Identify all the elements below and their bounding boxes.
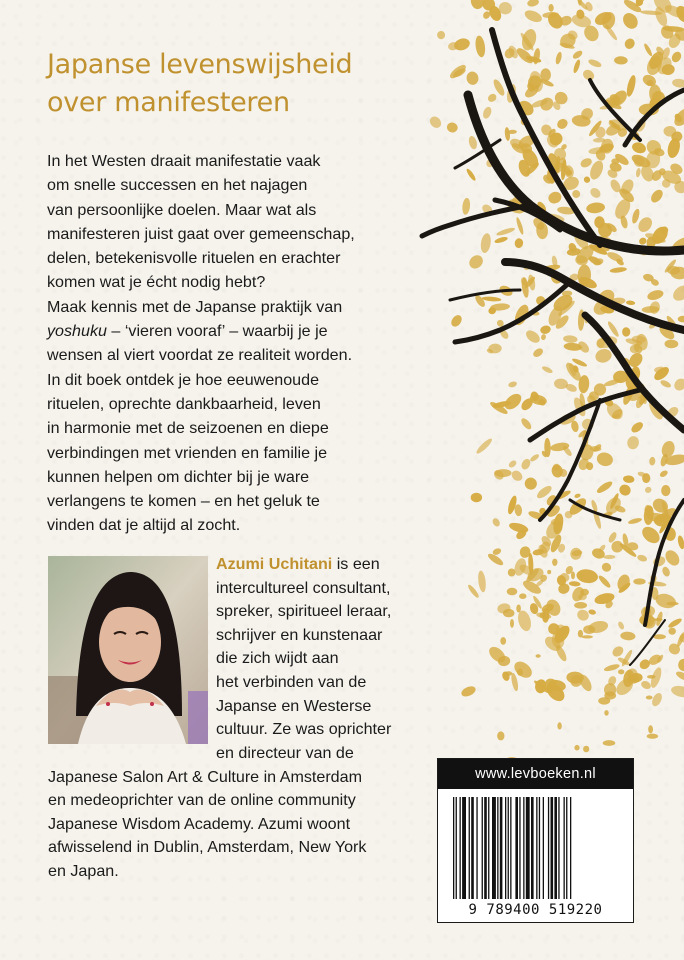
page-title [47,46,467,122]
blurb-line [47,319,427,343]
blurb-line: verlangens te komen – en het geluk te [47,492,320,511]
blurb-line: kunnen helpen om dichter bij je ware [47,467,310,486]
bio-line: cultuur. Ze was oprichter [216,720,392,739]
bio-line: schrijver en kunstenaar [216,625,383,644]
bio-line: het verbinden van de [216,672,367,691]
blurb-line: delen, betekenisvolle rituelen en erachter [47,249,341,268]
blurb-line: Maak kennis met de Japanse praktijk van [47,297,343,316]
blurb-line: wensen al viert voordat ze realiteit worden. [47,346,353,365]
author-bio [216,553,446,742]
isbn-number: 9 789400 519220 [468,902,603,918]
author-photo [48,556,208,744]
title-line-1: Japanse levenswijsheid [47,49,353,80]
barcode-bars [453,797,618,899]
yoshuku-term: yoshuku [47,322,107,341]
bio-line: spreker, spiritueel leraar, [216,602,392,621]
barcode-box [437,758,634,923]
bio-line: afwisselend in Dublin, Amsterdam, New York [48,838,367,857]
blurb-line: manifesteren juist gaat over gemeenschap, [47,224,355,243]
bio-line [216,553,446,577]
title-line-2: over manifesteren [47,87,290,118]
bio-line: Japanse en Westerse [216,696,372,715]
publisher-url: www.levboeken.nl [438,759,633,789]
bio-line: Japanese Wisdom Academy. Azumi woont [48,814,351,833]
blurb-line: In het Westen draait manifestatie vaak [47,152,321,170]
bio-line: die zich wijdt aan [216,649,339,668]
bio-line: intercultureel consultant, [216,578,391,597]
blurb-line: In dit boek ontdek je hoe eeuwenoude [47,370,320,389]
blurb-line: komen wat je écht nodig hebt? [47,273,266,292]
blurb-line: van persoonlijke doelen. Maar wat als [47,200,317,219]
blurb-line: rituelen, oprechte dankbaarheid, leven [47,394,321,413]
bio-line-rest: is een [332,555,380,573]
blurb-line: verbindingen met vrienden en familie je [47,443,328,462]
author-name: Azumi Uchitani [216,555,333,573]
blurb-line: om snelle successen en het najagen [47,176,308,195]
blurb-line-rest: – ‘vieren vooraf’ – waarbij je je [106,322,328,341]
bio-line: en directeur van de [216,744,354,762]
blurb-line: vinden dat je altijd al zocht. [47,516,241,535]
bio-line: en Japan. [48,861,119,880]
blurb-line: in harmonie met de seizoenen en diepe [47,419,329,438]
bio-line: Japanese Salon Art & Culture in Amsterdam [48,767,362,786]
author-bio-continued [48,742,428,884]
bio-line: en medeoprichter van de online community [48,791,356,810]
book-description [47,149,427,538]
